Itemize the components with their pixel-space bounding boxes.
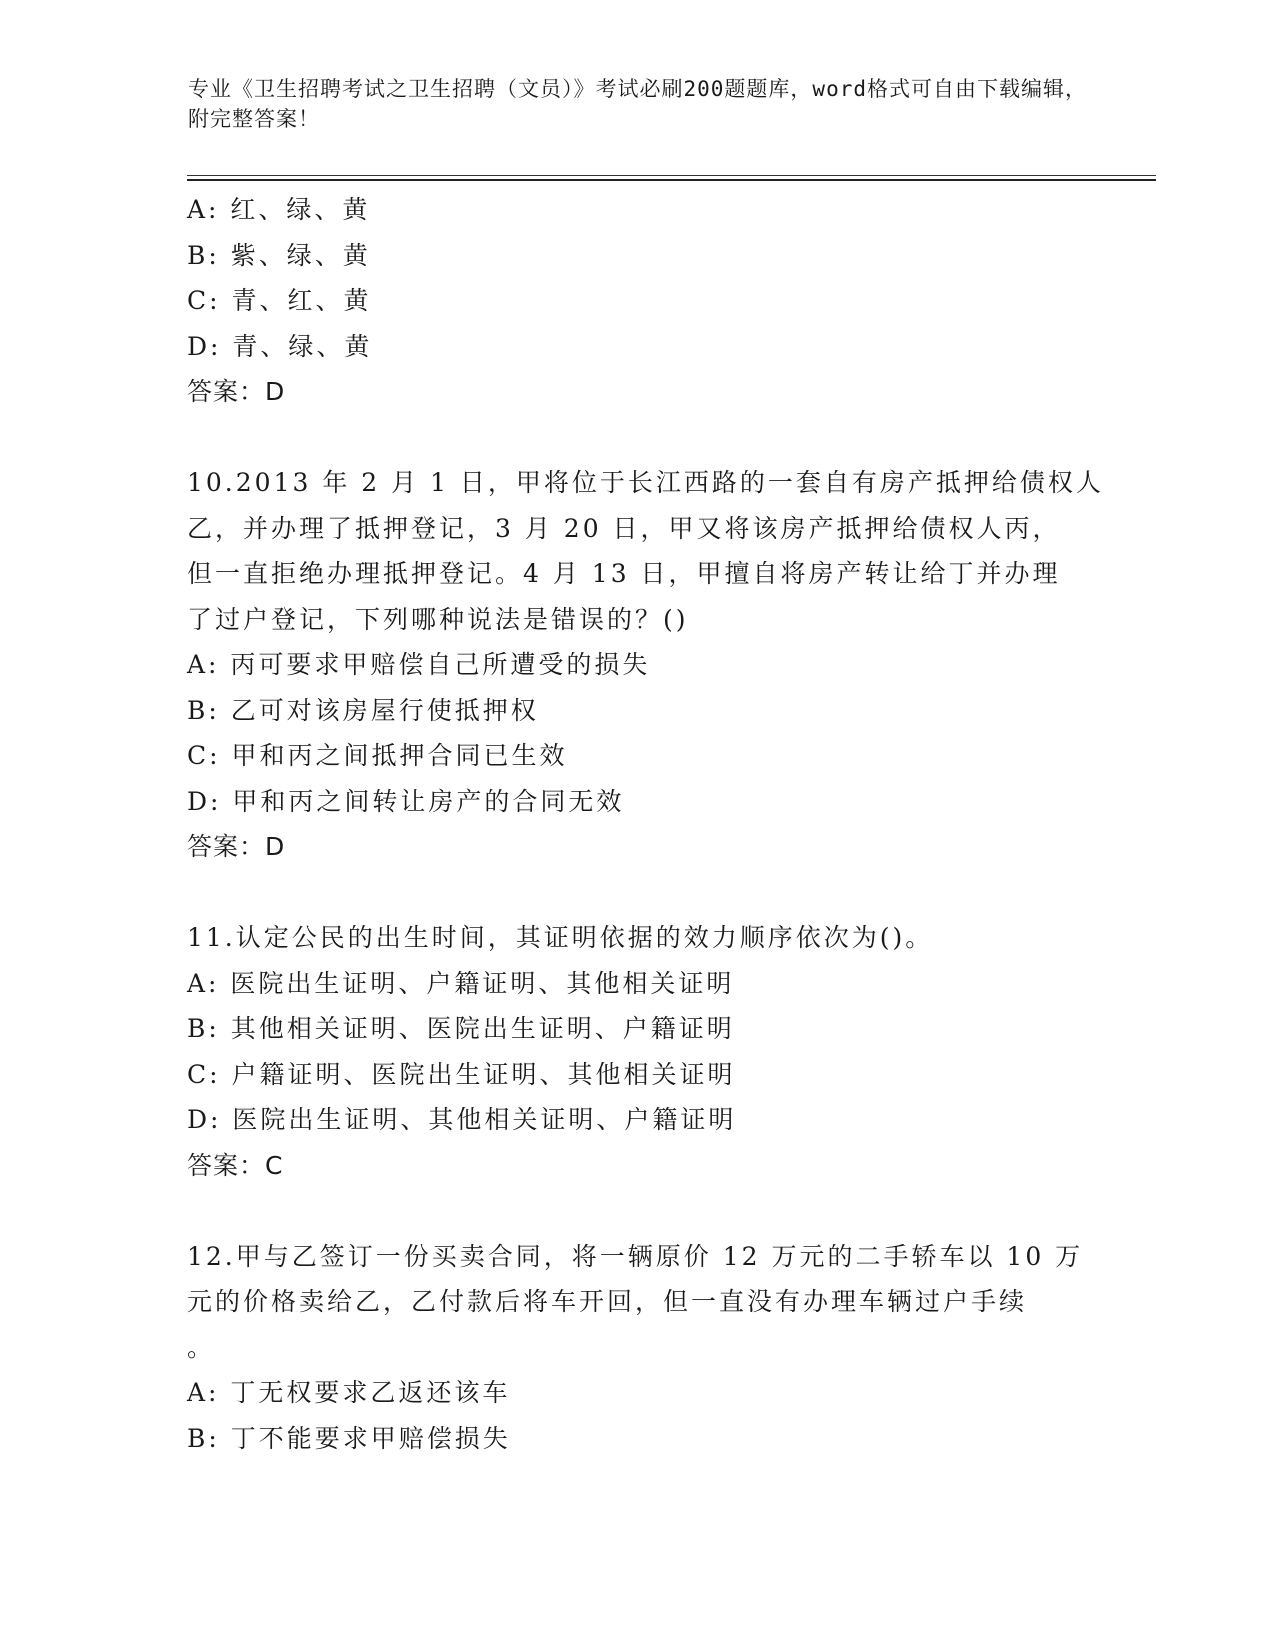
spacer [187,870,1087,916]
question-stem-line: 了过户登记，下列哪种说法是错误的？() [187,604,689,634]
option-a: A: 丁无权要求乙返还该车 [187,1378,511,1407]
answer-line: 答案：D [187,377,286,406]
question-list [187,187,1104,1461]
option-c: C: 户籍证明、医院出生证明、其他相关证明 [187,1059,736,1089]
question-stem-line: 乙，并办理了抵押登记，3 月 20 日，甲又将该房产抵押给债权人丙， [187,513,1061,543]
question-12 [187,1234,1087,1462]
question-stem-line: 12.甲与乙签订一份买卖合同，将一辆原价 12 万元的二手轿车以 10 万 [187,1241,1084,1271]
option-a: A: 医院出生证明、户籍证明、其他相关证明 [187,968,735,998]
spacer [187,1188,1087,1234]
option-d: D: 甲和丙之间转让房产的合同无效 [187,786,625,816]
option-b: B: 紫、绿、黄 [187,240,371,270]
option-b: B: 乙可对该房屋行使抵押权 [187,695,539,725]
option-d: D: 青、绿、黄 [187,331,373,361]
header-divider-thick [187,179,1156,181]
question-stem-line: 10.2013 年 2 月 1 日，甲将位于长江西路的一套自有房产抵押给债权人 [187,468,1104,497]
question-9 [187,187,1087,415]
option-d: D: 医院出生证明、其他相关证明、户籍证明 [187,1105,737,1134]
question-stem-line: 。 [187,1332,216,1362]
question-stem-line: 元的价格卖给乙，乙付款后将车开回，但一直没有办理车辆过户手续 [187,1287,1028,1316]
question-11 [187,915,1087,1188]
option-c: C: 甲和丙之间抵押合同已生效 [187,741,568,770]
option-b: B: 丁不能要求甲赔偿损失 [187,1423,511,1453]
option-a: A: 红、绿、黄 [187,195,371,224]
document-header: 专业《卫生招聘考试之卫生招聘（文员）》考试必刷200题题库，word格式可自由下载编辑，附完整答案！ [188,77,1087,131]
question-stem-line: 11.认定公民的出生时间，其证明依据的效力顺序依次为()。 [187,923,934,952]
spacer [187,415,1087,461]
option-c: C: 青、红、黄 [187,286,372,315]
answer-line: 答案：D [187,832,286,861]
option-a: A: 丙可要求甲赔偿自己所遭受的损失 [187,650,651,679]
option-b: B: 其他相关证明、医院出生证明、户籍证明 [187,1014,735,1043]
question-10 [187,460,1104,870]
answer-line: 答案：C [187,1150,284,1180]
question-stem-line: 但一直拒绝办理抵押登记。4 月 13 日，甲擅自将房产转让给丁并办理 [187,559,1061,588]
header-divider-thin [187,175,1156,176]
